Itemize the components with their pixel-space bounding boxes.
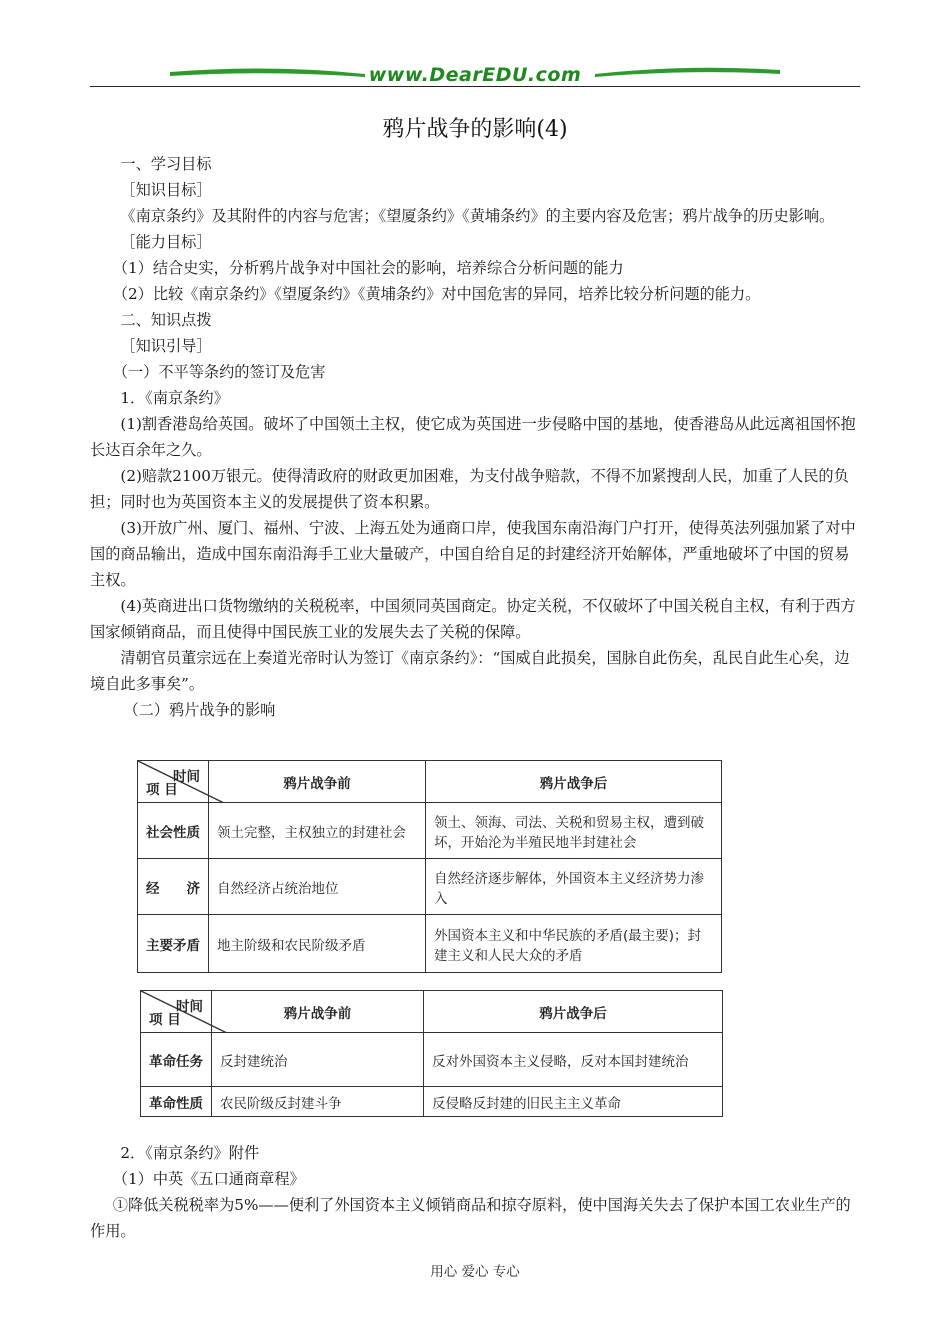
subsection-label: ［能力目标］ [120,233,212,251]
column-header-after: 鸦片战争后 [424,991,723,1033]
paragraph: （2）比较《南京条约》《望厦条约》《黄埔条约》对中国危害的异同，培养比较分析问题的能力。 [112,285,761,303]
column-header-before: 鸦片战争前 [209,761,426,803]
subsection-heading: （1）中英《五口通商章程》 [112,1170,305,1188]
subsection-heading: （一）不平等条约的签订及危害 [112,363,326,381]
corner-time-label: 时间 [176,999,203,1015]
header-url-logo: www.DearEDU.com [368,64,582,86]
document-body [90,151,860,723]
page-footer: 用心 爱心 专心 [430,1264,520,1280]
corner-item-label: 项 目 [146,782,178,798]
subsection-label: ［知识引导］ [120,337,212,355]
cell-after: 反对外国资本主义侵略，反对本国封建统治 [424,1033,723,1087]
paragraph: 《南京条约》及其附件的内容与危害；《望厦条约》《黄埔条约》的主要内容及危害；鸦片战争的历史影响。 [120,207,835,225]
section-heading: 一、学习目标 [120,155,212,173]
treaty-heading: 2．《南京条约》附件 [120,1144,260,1162]
cell-before: 农民阶级反封建斗争 [212,1087,424,1117]
cell-after: 反侵略反封建的旧民主主义革命 [424,1087,723,1117]
paragraph: (3)开放广州、厦门、福州、宁波、上海五处为通商口岸，使我国东南沿海门户打开，使得英法列强加紧了对中国的商品输出，造成中国东南沿海手工业大量破产，中国自给自足的封建经济开始解体，严重地破坏了中国的贸易主权。 [90,519,856,589]
opium-war-impact-table-1 [137,760,722,973]
treaty-heading: 1．《南京条约》 [120,389,229,407]
header-divider [90,86,860,87]
subsection-heading: （二）鸦片战争的影响 [123,701,276,719]
quote-paragraph: 清朝官员董宗远在上奏道光帝时认为签订《南京条约》：“国威自此损矣，国脉自此伤矣，乱民自此生心矣，边境自此多事矣”。 [90,649,850,693]
table-header-row [141,991,723,1033]
corner-item-label: 项 目 [149,1012,181,1028]
cell-before: 领土完整，主权独立的封建社会 [209,803,426,859]
table-row [138,915,722,973]
subsection-label: ［知识目标］ [120,181,212,199]
document-title: 鸦片战争的影响(4) [382,117,568,142]
row-label: 革命任务 [141,1033,212,1087]
paragraph [90,1192,860,1244]
column-header-before: 鸦片战争前 [212,991,424,1033]
paragraph: (2)赔款2100万银元。使得清政府的财政更加困难，为支付战争赔款，不得不加紧搜刮人民，加重了人民的负担；同时也为英国资本主义的发展提供了资本积累。 [90,467,849,511]
row-label: 主要矛盾 [138,915,209,973]
document-body-continued [90,1140,860,1244]
paragraph-text: ①降低关税税率为5%——便利了外国资本主义倾销商品和掠夺原料，使中国海关失去了保护本国工农业生产的作用。 [90,1196,851,1240]
row-label: 社会性质 [138,803,209,859]
table-row [138,859,722,915]
cell-before: 自然经济占统治地位 [209,859,426,915]
table-header-row [138,761,722,803]
section-heading: 二、知识点拨 [120,311,212,329]
cell-after: 外国资本主义和中华民族的矛盾(最主要)；封建主义和人民大众的矛盾 [426,915,722,973]
cell-after: 领土、领海、司法、关税和贸易主权，遭到破坏，开始沦为半殖民地半封建社会 [426,803,722,859]
table-row [141,1087,723,1117]
diagonal-header-cell [138,761,209,803]
table-row [138,803,722,859]
cell-after: 自然经济逐步解体，外国资本主义经济势力渗入 [426,859,722,915]
corner-time-label: 时间 [173,769,200,785]
cell-before: 地主阶级和农民阶级矛盾 [209,915,426,973]
paragraph: (4)英商进出口货物缴纳的关税税率，中国须同英国商定。协定关税，不仅破坏了中国关税自主权，有利于西方国家倾销商品，而且使得中国民族工业的发展失去了关税的保障。 [90,597,856,641]
row-label: 革命性质 [141,1087,212,1117]
opium-war-impact-table-2 [140,990,723,1117]
table-row [141,1033,723,1087]
cell-before: 反封建统治 [212,1033,424,1087]
diagonal-header-cell [141,991,212,1033]
paragraph: (1)割香港岛给英国。破坏了中国领土主权，使它成为英国进一步侵略中国的基地，使香港岛从此远离祖国怀抱长达百余年之久。 [90,415,856,459]
column-header-after: 鸦片战争后 [426,761,722,803]
row-label: 经 济 [138,859,209,915]
paragraph: （1）结合史实，分析鸦片战争对中国社会的影响，培养综合分析问题的能力 [112,259,624,277]
